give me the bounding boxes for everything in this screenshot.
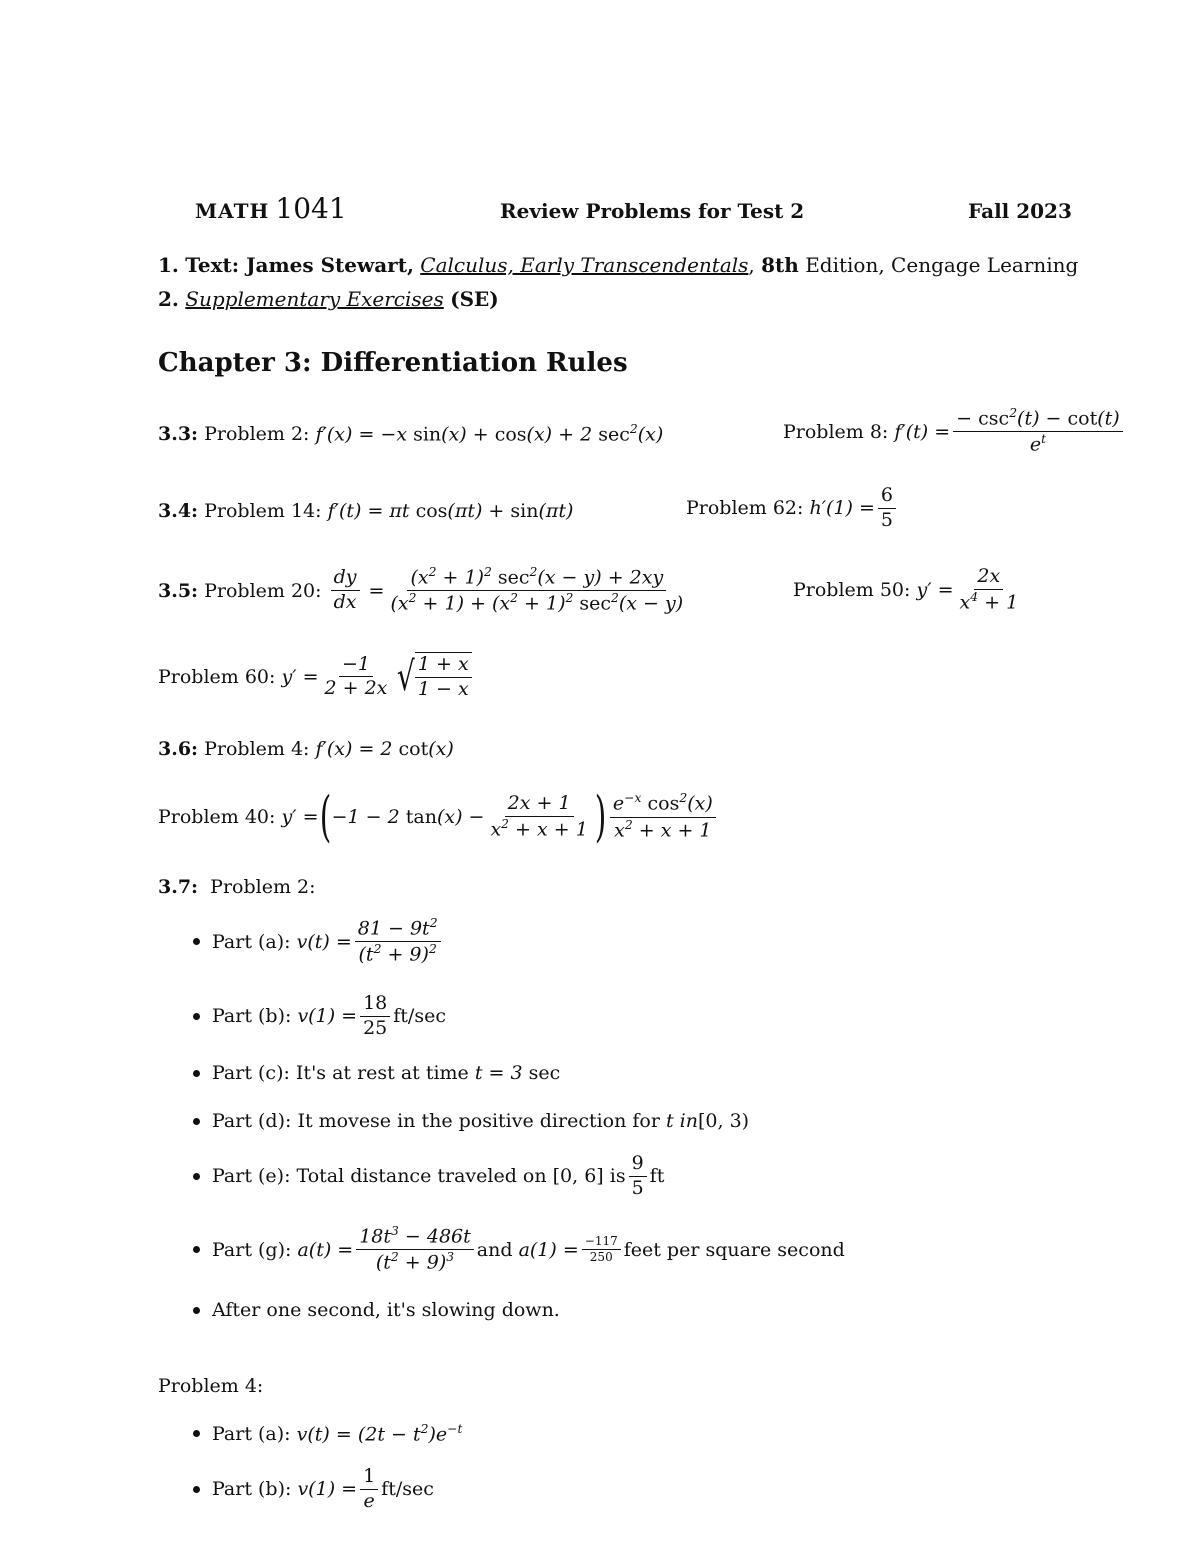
fraction: $\frac{- \csc^2(t) - \cot(t)}{e^t}$ [953,406,1123,457]
answer: f′(x) = 2 cot(x) [315,738,454,760]
ref-number: 1. [158,253,179,277]
part-label: Part (a): [212,1422,291,1445]
problem-label: Problem 62: [686,497,804,520]
problem-label: Problem 2: [204,422,310,445]
part-text: Part (e): Total distance traveled on [0, 6] is [212,1165,626,1188]
list-item [193,1152,664,1201]
reference-1: 1. Text: James Stewart, Calculus, Early Transcendentals, 8th Edition, Cengage Learning [158,253,1079,277]
part-label: Part (b): [212,1005,292,1028]
bullet-icon [193,1173,200,1180]
section-label: 3.3: [158,422,199,445]
course-number: 1041 [275,192,347,225]
part-label: Part (g): [212,1238,292,1261]
problem-4-label: Problem 4: [158,1375,264,1397]
list-item: Part (b): v(1) = $\frac{18}{25}$ ft/sec [193,992,446,1041]
fraction: $\frac{18t^3 - 486t}{(t^2 + 9)^3}$ [356,1224,474,1275]
course-code: MATH 1041 [195,192,347,225]
publisher: Edition, Cengage Learning [805,253,1079,277]
bullet-icon [193,1486,200,1493]
fraction: $\frac{dy}{dx}$ [331,566,360,615]
section-label: 3.6: [158,738,199,760]
section-label: 3.5: [158,579,199,602]
part-text: Part (d): It movese in the positive direction for [212,1110,660,1132]
problem-label: Problem 60: [158,665,276,688]
list-item [193,1299,560,1321]
list-item: Part (g): a(t) = $\frac{18t^3 - 486t}{(t^2 + 9)^3}$ and a(1) = $\frac{-117}{250}$ feet per square second [193,1224,845,1275]
unit: ft/sec [381,1478,434,1501]
answer: f′(t) = πt cos(πt) + sin(πt) [327,500,574,522]
section-3-5-p50 [793,565,1024,615]
square-root: √ $\frac{1 + x}{1 - x}$ [393,652,471,702]
answer: y′ = [281,806,319,828]
unit: feet per square second [623,1238,845,1261]
right-paren: ) [594,785,607,848]
problem-label: Problem 50: [793,578,911,601]
supplementary-abbr: (SE) [450,287,499,311]
list-item: Part (b): v(1) = $\frac{1}{e}$ ft/sec [193,1465,434,1514]
term: Fall 2023 [968,199,1072,223]
fraction: $\frac{-117}{250}$ [582,1234,621,1265]
fraction: $\frac{1}{e}$ [360,1465,378,1514]
answer: f′(x) = −x sin(x) + cos(x) + 2 $\sec^2(x)$ [315,422,664,446]
answer: f′(t) = [894,420,951,443]
section-3-4 [158,500,573,522]
list-item: Part (a): v(t) = $\frac{81 - 9t^2}{(t^2 + 9)^2}$ [193,916,444,967]
section-3-3-p8 [783,406,1126,457]
fraction: $\frac{2x + 1}{x^2 + x + 1}$ [490,792,588,841]
problem-label: Problem 40: [158,806,276,828]
bullet-icon [193,1118,200,1125]
list-item: Part (d): It movese in the positive direction for t in [0, 3) [193,1110,749,1132]
fraction: $\frac{81 - 9t^2}{(t^2 + 9)^2}$ [355,916,441,967]
supplementary-title: Supplementary Exercises [185,287,444,311]
problem-label: Problem 8: [783,420,889,443]
fraction: $\frac{18}{25}$ [360,992,390,1041]
list-item: Part (a): $v(t) = (2t - t^2)e^{-t}$ [193,1422,462,1445]
list-item: Part (c): It's at rest at time t = 3 sec [193,1062,560,1084]
section-3-4-p62 [686,484,899,533]
book-title: Calculus, Early Transcendentals [420,253,749,277]
section-3-3 [158,422,663,445]
section-label: 3.7: [158,876,199,898]
answer: y′ = [281,665,319,688]
section-3-7 [158,876,316,898]
section-3-6 [158,738,454,760]
problem-label: Problem 14: [204,500,322,522]
left-paren: ( [319,785,331,848]
bullet-icon [193,1246,200,1253]
unit: ft/sec [393,1005,446,1028]
part-text: After one second, it's slowing down. [212,1299,560,1321]
fraction: $\frac{6}{5}$ [878,484,896,533]
bullet-icon [193,1307,200,1314]
fraction: $\frac{2x}{x^4 + 1}$ [959,565,1019,614]
problem-label: Problem 4: [204,738,310,760]
unit: sec [528,1062,561,1084]
fraction: $\frac{(x^2 + 1)^2 \sec^2(x - y) + 2xy}{(x^2 + 1) + (x^2 + 1)^2 \sec^2(x - y)}$ [390,565,684,615]
ref-number: 2. [158,287,179,311]
document-title: Review Problems for Test 2 [500,199,805,223]
part-text: Part (c): It's at rest at time [212,1062,469,1084]
section-3-5: 3.5: Problem 20: $\frac{dy}{dx}$ = $\frac{(x^2 + 1)^2 \sec^2(x - y) + 2xy}{(x^2 + 1) + (x^2 + 1)^2 \sec^2(x - y)}$ [158,565,689,616]
reference-2 [158,287,499,311]
problem-label: Problem 20: [204,579,322,602]
bullet-icon [193,938,200,945]
fraction: $\frac{-1}{2 + 2x}$ [324,652,388,700]
conjunction: and [476,1238,513,1261]
part-label: Part (a): [212,930,291,953]
part-label: Part (b): [212,1478,292,1501]
bullet-icon [193,1430,200,1437]
answer: h′(1) = [809,497,875,520]
chapter-heading: Chapter 3: Differentiation Rules [158,348,628,378]
fraction: $\frac{e^{-x} \cos^2(x)}{x^2 + x + 1}$ [610,791,716,842]
section-label: 3.4: [158,500,199,522]
problem-60 [158,652,472,702]
edition: 8th [761,253,799,277]
unit: ft [649,1165,665,1188]
bullet-icon [193,1013,200,1020]
fraction: $\frac{9}{5}$ [629,1152,647,1201]
ref-text: Text: James Stewart, [185,253,414,277]
answer: y′ = [916,578,954,601]
problem-40: Problem 40: y′ = ( −1 − 2 tan(x) − $\frac{2x + 1}{x^2 + x + 1}$ ) $\frac{e^{-x} \cos^2(x)}{x^2 + x + 1}$ [158,790,719,844]
problem-label: Problem 2: [210,876,316,898]
bullet-icon [193,1070,200,1077]
